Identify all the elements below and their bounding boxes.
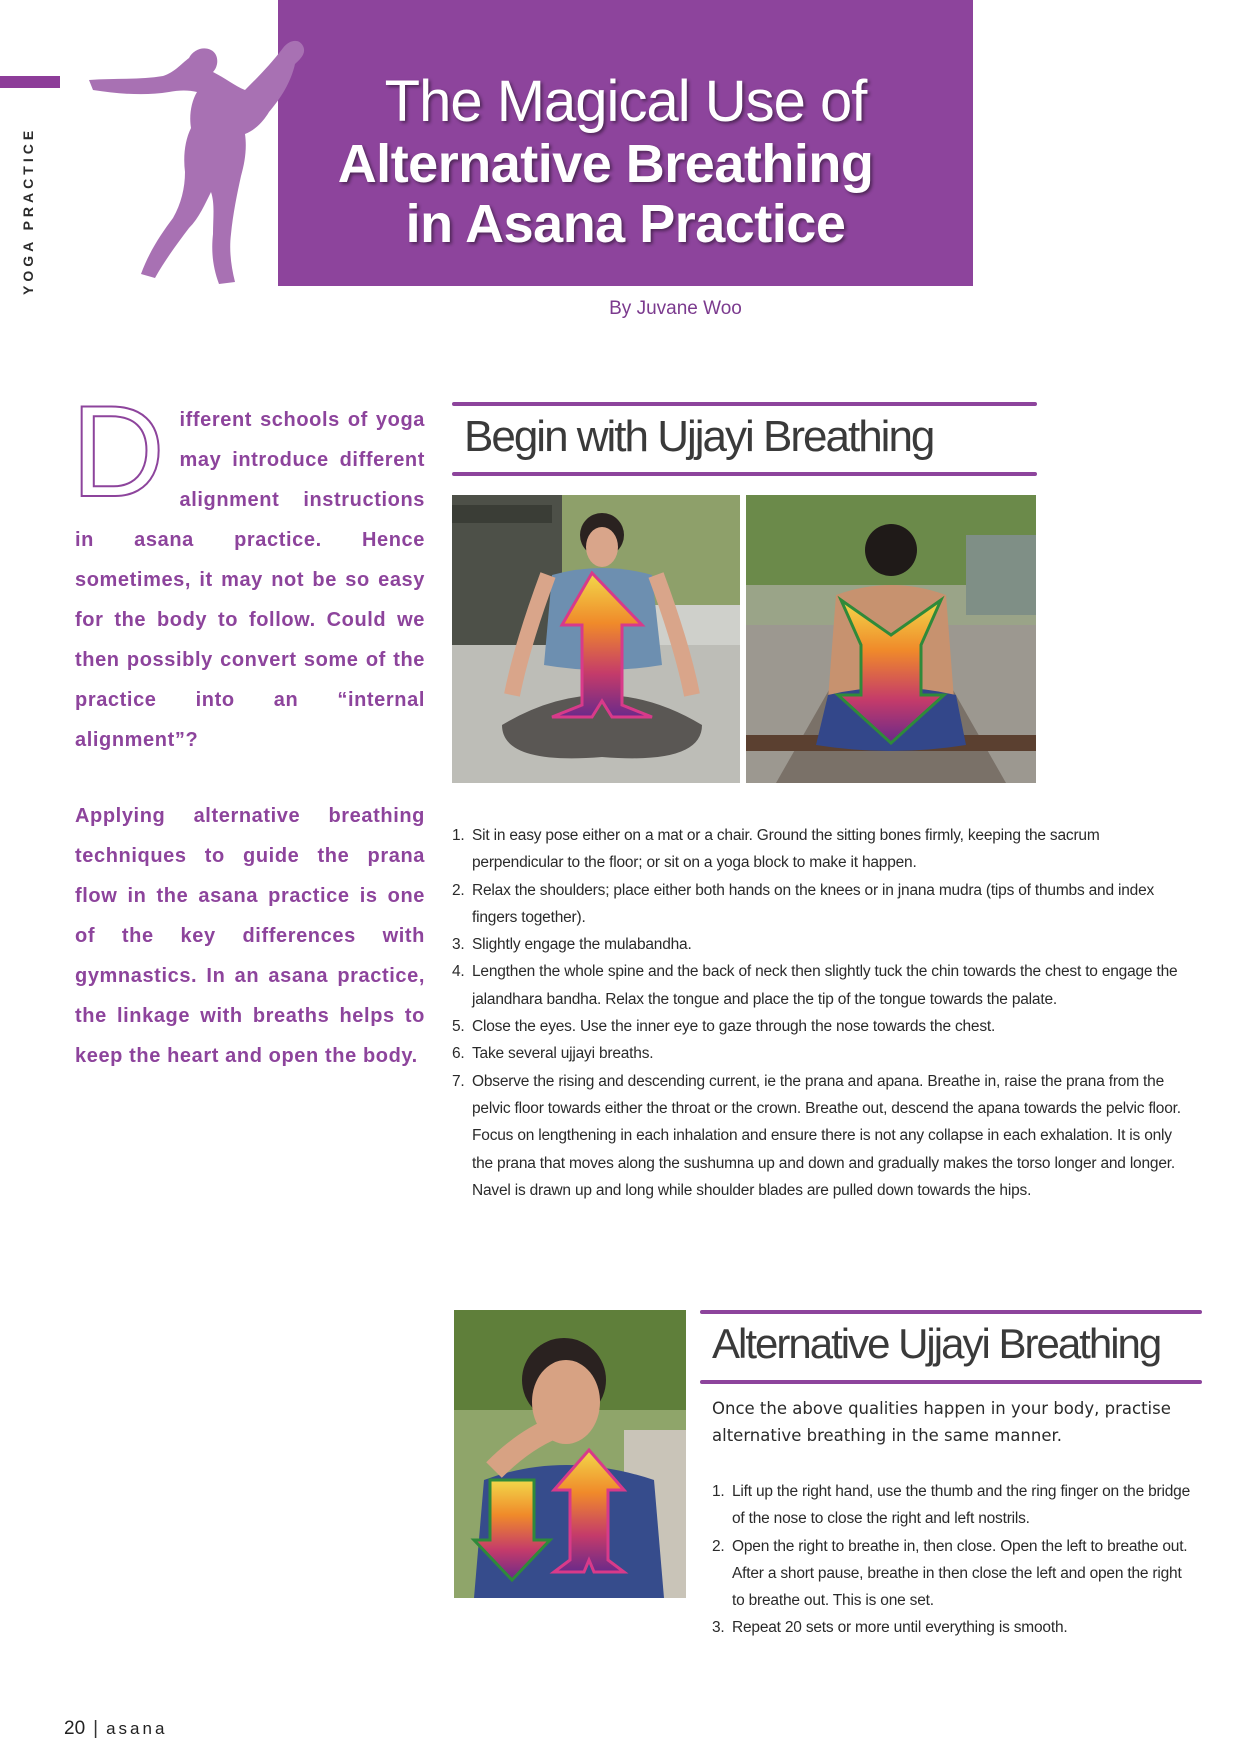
step-number: 6. — [452, 1045, 465, 1063]
list-item — [712, 1533, 1192, 1615]
step-text: Sit in easy pose either on a mat or a chair. Ground the sitting bones firmly, keeping the sacrum perpendicular to the floor; or sit on a yoga block to make it happen. — [472, 827, 1100, 872]
step-text: Open the right to breathe in, then close. Open the left to breathe out. After a short pause, breathe in then close the left and open the right to breathe out. This is one set. — [732, 1537, 1188, 1610]
title-line-1: The Magical Use of — [384, 69, 867, 134]
byline: By Juvane Woo — [609, 298, 742, 319]
step-text: Take several ujjayi breaths. — [472, 1045, 654, 1063]
step-number: 5. — [452, 1018, 465, 1036]
section-label — [20, 105, 40, 295]
title-line-3: in Asana Practice — [405, 194, 846, 254]
section2-intro: Once the above qualities happen in your body, practise alternative breathing in the same manner. — [712, 1399, 1171, 1445]
section2-rule-top — [700, 1310, 1202, 1314]
section1-heading: Begin with Ujjayi Breathing — [464, 412, 934, 461]
magazine-name: asana — [106, 1719, 168, 1738]
page-footer — [64, 1718, 167, 1740]
intro-text-1: ifferent schools of yoga may introduce different alignment instructions in asana practice. Hence sometimes, it may not be so easy for the body to follow. Could we then possibly convert some of the practice into an “internal alignment”? — [75, 409, 425, 751]
intro-paragraph-2: Applying alternative breathing techniques to guide the prana flow in the asana practice is one of the key differences with gymnastics. In an asana practice, the linkage with breaths helps to keep the heart and open the body. — [75, 805, 425, 1067]
list-item — [452, 1040, 1182, 1067]
list-item — [712, 1478, 1192, 1533]
list-item — [452, 1068, 1182, 1204]
step-text: Relax the shoulders; place either both hands on the knees or in jnana mudra (tips of thumbs and index fingers together). — [472, 881, 1155, 926]
section2-steps — [712, 1478, 1192, 1642]
step-text: Observe the rising and descending current, ie the prana and apana. Breathe in, raise the prana from the pelvic floor towards either the throat or the crown. Breathe out, descend the apana towards the pelvic floor. Focus on lengthening in each inhalation and ensure there is not any collapse in each exhalation. It is only the prana that moves along the sushumna up and down and gradually makes the torso longer and longer. Navel is drawn up and long while shoulder blades are pulled down towards the hips. — [472, 1072, 1181, 1199]
step-number: 2. — [452, 881, 465, 899]
section2-rule-bottom — [700, 1380, 1202, 1384]
step-number: 7. — [452, 1072, 465, 1090]
photo-seated-front — [452, 495, 740, 783]
section2-heading: Alternative Ujjayi Breathing — [712, 1320, 1161, 1367]
step-number: 2. — [712, 1537, 725, 1555]
step-number: 3. — [452, 936, 465, 954]
step-number: 4. — [452, 963, 465, 981]
photo-seated-back — [746, 495, 1036, 783]
list-item — [452, 931, 1182, 958]
step-number: 1. — [712, 1483, 725, 1500]
list-item — [452, 877, 1182, 932]
section1-rule-bottom — [452, 472, 1037, 476]
intro-paragraph-1 — [71, 378, 425, 760]
section1-steps — [452, 822, 1182, 1204]
footer-separator: | — [93, 1718, 99, 1739]
list-item — [452, 1013, 1182, 1040]
step-text: Lengthen the whole spine and the back of neck then slightly tuck the chin towards the chest to engage the jalandhara bandha. Relax the tongue and place the tip of the tongue towards the palate. — [472, 963, 1178, 1008]
drop-cap: D — [71, 378, 166, 524]
section-tab-bar — [0, 76, 60, 88]
list-item — [712, 1614, 1192, 1641]
step-text: Close the eyes. Use the inner eye to gaze through the nose towards the chest. — [472, 1018, 996, 1036]
title-line-2: Alternative Breathing — [337, 134, 874, 194]
list-item — [452, 958, 1182, 1013]
article-title — [278, 70, 973, 254]
step-text: Lift up the right hand, use the thumb and the ring finger on the bridge of the nose to close the right and left nostrils. — [732, 1483, 1191, 1528]
step-number: 3. — [712, 1619, 725, 1637]
section1-rule-top — [452, 402, 1037, 406]
step-text: Repeat 20 sets or more until everything is smooth. — [732, 1619, 1068, 1637]
section-label-text: YOGA PRACTICE — [20, 126, 36, 295]
list-item — [452, 822, 1182, 877]
step-text: Slightly engage the mulabandha. — [472, 936, 692, 954]
photo-nostril-breathing — [454, 1310, 686, 1598]
step-number: 1. — [452, 827, 465, 844]
page-number: 20 — [64, 1718, 86, 1739]
